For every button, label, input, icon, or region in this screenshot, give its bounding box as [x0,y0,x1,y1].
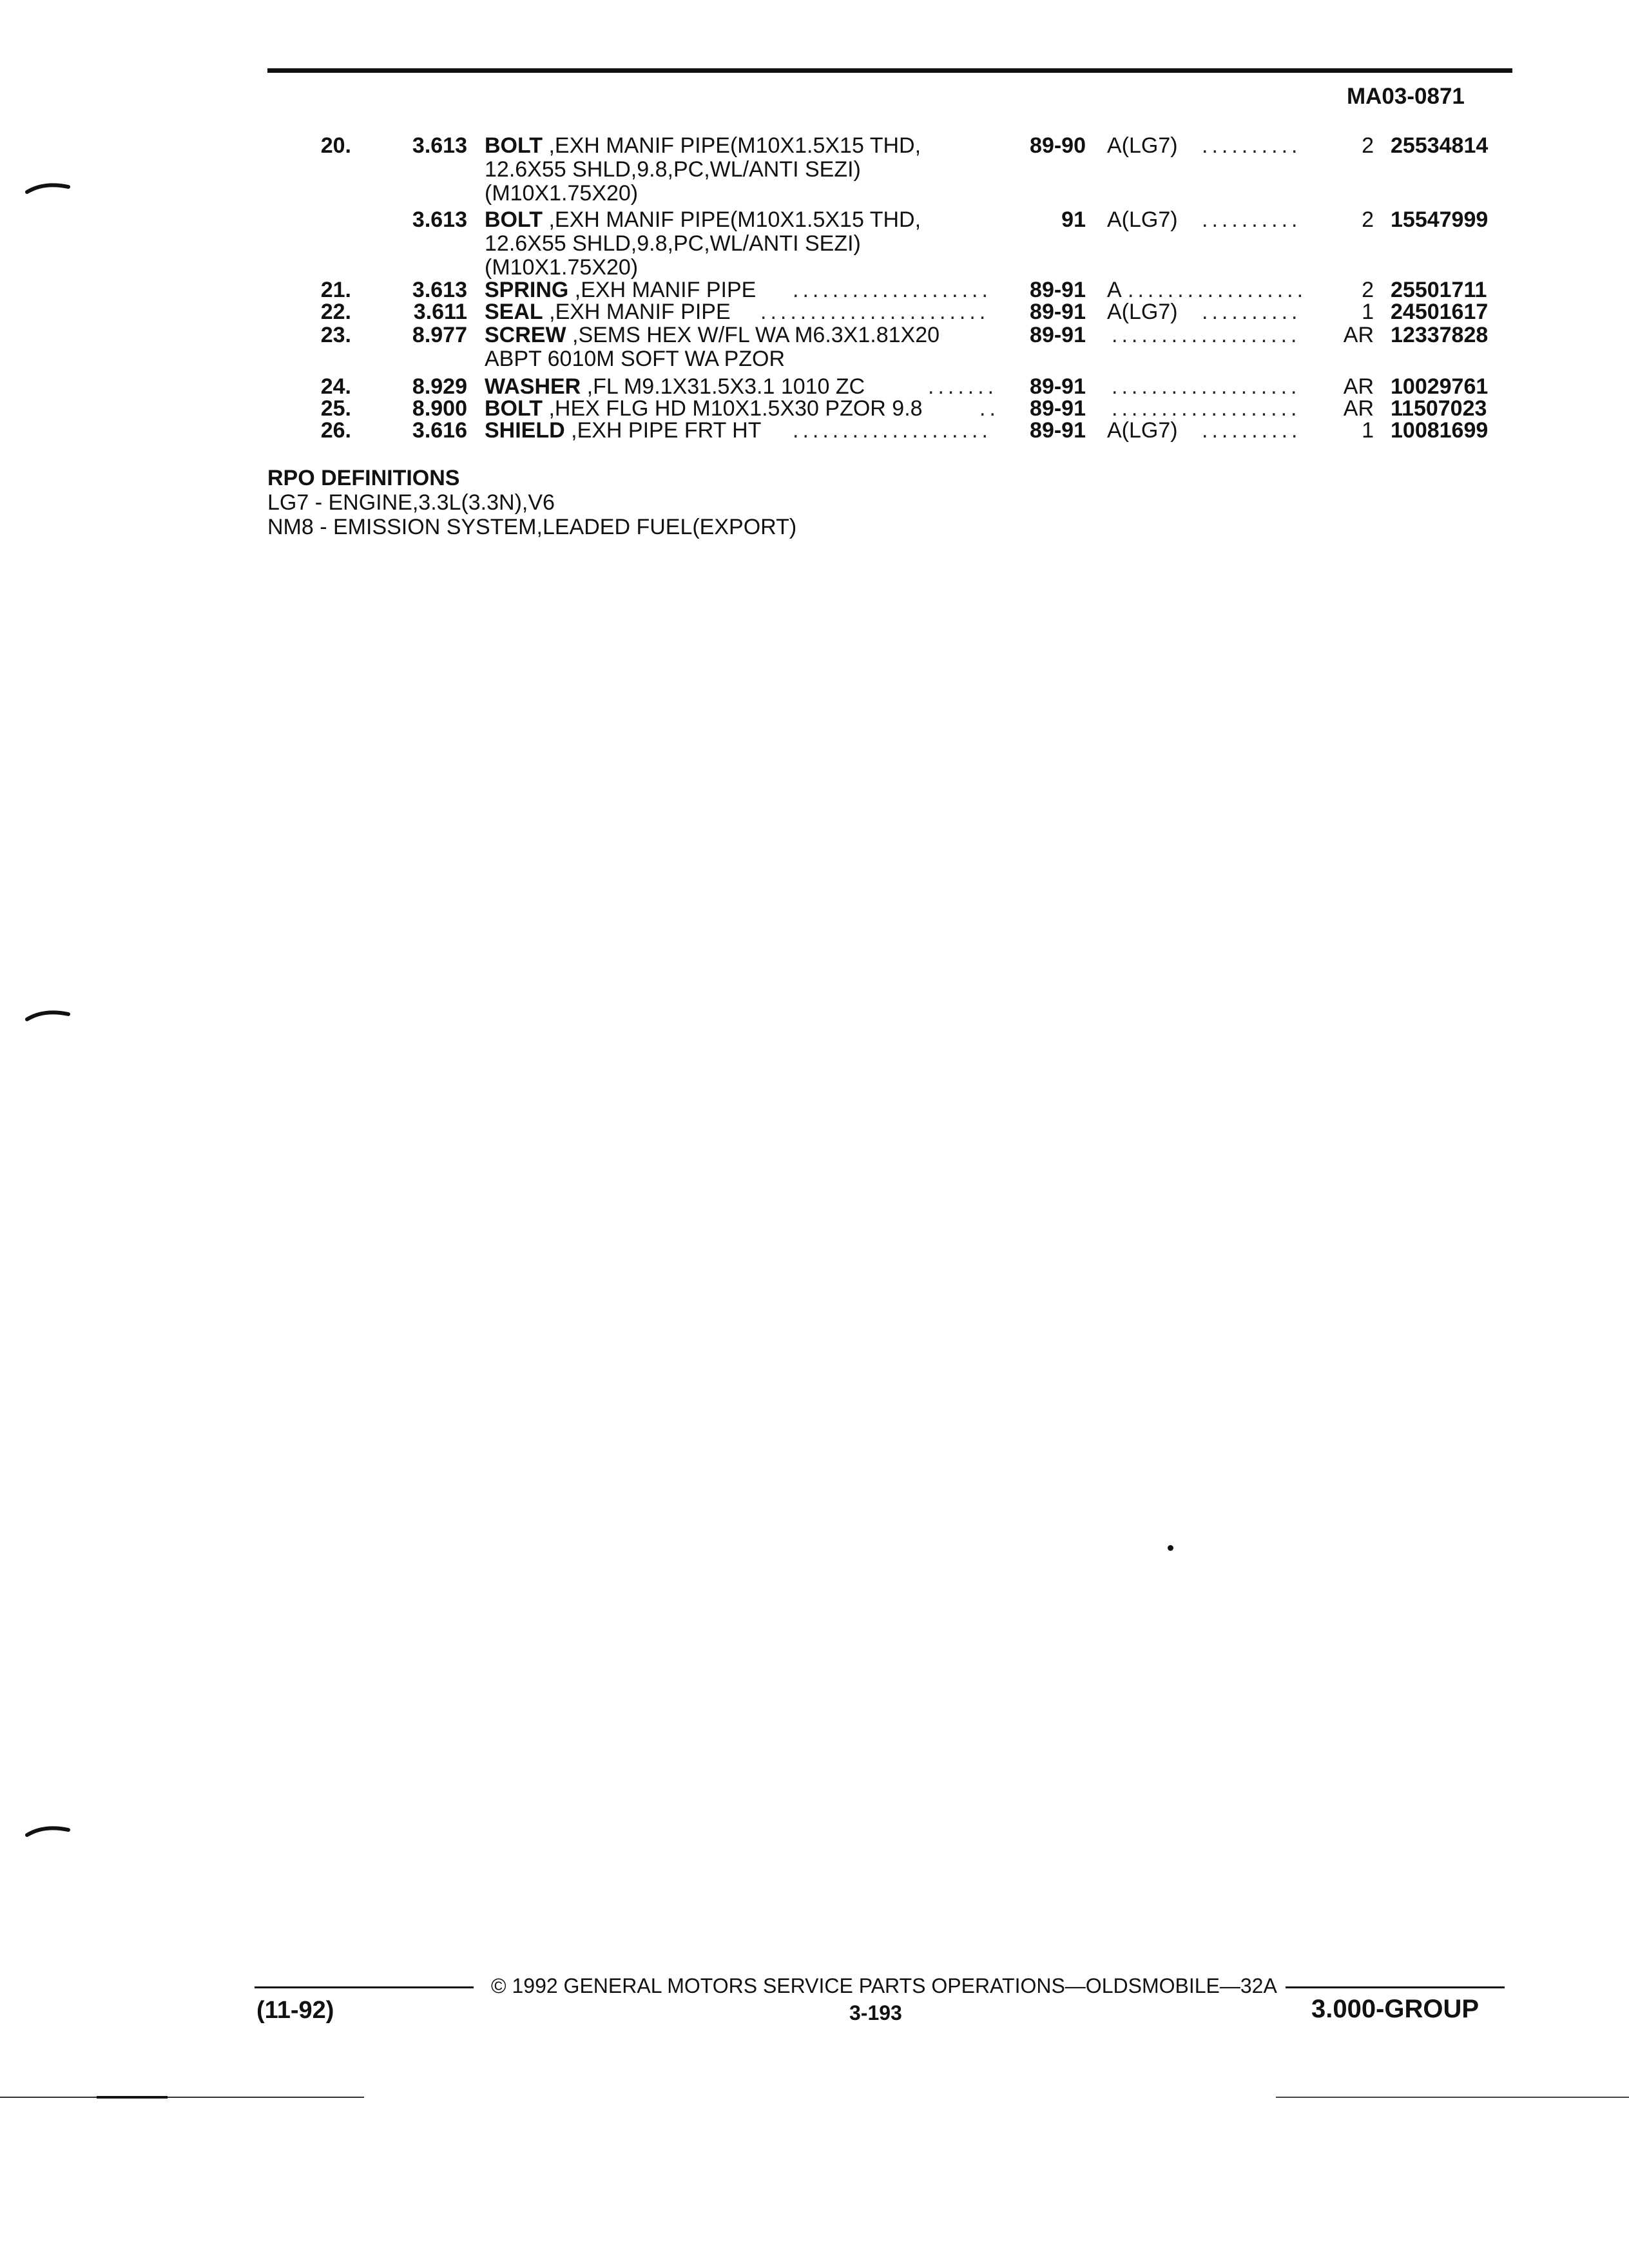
part-number: 24501617 [1391,300,1489,324]
part-description [485,134,921,157]
model-years: 89-90 [1030,133,1086,158]
part-description [485,300,731,323]
leader-dots: ................... [1112,323,1301,347]
part-name: BOLT [485,207,543,232]
part-name: WASHER [485,374,581,399]
part-name: BOLT [485,133,543,158]
quantity: 1 [1362,300,1374,324]
part-name: BOLT [485,396,543,421]
part-description [485,375,865,398]
quantity: AR [1343,323,1374,347]
footer-page-number: 3-193 [849,2001,902,2024]
punch-mark-icon [24,1821,76,1840]
top-rule [267,68,1512,73]
part-detail: ,FL M9.1X31.5X3.1 1010 ZC [581,374,865,399]
leader-dots: .......... [1202,207,1302,232]
usage-code: A(LG7) [1107,133,1178,158]
part-description [485,278,756,302]
leader-dots: .................... [793,418,992,443]
part-name: SCREW [485,323,566,347]
model-years: 91 [1061,207,1086,232]
leader-dots: ....... [928,374,998,399]
usage-code: A(LG7) [1107,300,1178,324]
footer-rule-right [1286,1986,1505,1988]
footer-rule-left [255,1986,474,1988]
part-description-continued: (M10X1.75X20) [485,181,639,206]
model-years: 89-91 [1030,323,1086,347]
quantity: 2 [1362,278,1374,302]
usage-code: A(LG7) [1107,418,1178,443]
rpo-line: NM8 - EMISSION SYSTEM,LEADED FUEL(EXPORT) [267,515,797,539]
bottom-right-rule [1276,2097,1629,2098]
leader-dots: .......... [1202,133,1302,158]
model-years: 89-91 [1030,278,1086,302]
section-number: 3.613 [412,278,467,302]
part-detail: ,EXH PIPE FRT HT [564,418,762,443]
footer-copyright: © 1992 GENERAL MOTORS SERVICE PARTS OPERATIONS—OLDSMOBILE—32A [491,1974,1277,1997]
bottom-left-rule [0,2097,364,2098]
part-detail: ,EXH MANIF PIPE(M10X1.5X15 THD, [543,133,921,158]
part-description [485,208,921,231]
leader-dots: ....................... [760,300,990,324]
part-detail: ,EXH MANIF PIPE(M10X1.5X15 THD, [543,207,921,232]
part-name: SHIELD [485,418,565,443]
leader-dots: .......... [1202,300,1302,324]
part-name: SPRING [485,278,569,302]
section-number: 3.611 [413,300,467,324]
punch-mark-icon [24,178,76,197]
part-number: 25534814 [1391,133,1489,158]
part-description-continued: (M10X1.75X20) [485,255,639,280]
item-number: 26. [320,418,351,443]
rpo-title: RPO DEFINITIONS [267,466,460,490]
section-number: 8.900 [412,396,467,421]
leader-dots: .. [979,396,999,421]
footer-date: (11-92) [256,1997,334,2024]
quantity: 1 [1362,418,1374,443]
leader-dots: ................... [1112,396,1301,421]
part-number: 11507023 [1391,396,1487,421]
part-description-continued: 12.6X55 SHLD,9.8,PC,WL/ANTI SEZI) [485,231,861,256]
part-number: 10029761 [1391,374,1489,399]
part-number: 15547999 [1391,207,1489,232]
model-years: 89-91 [1030,396,1086,421]
section-number: 3.613 [412,133,467,158]
part-detail: ,EXH MANIF PIPE [543,300,731,324]
quantity: AR [1343,396,1374,421]
part-description [485,397,923,420]
item-number: 25. [320,396,351,421]
usage-code: A [1107,278,1122,302]
part-number: 10081699 [1391,418,1489,443]
speck-mark [1168,1545,1173,1551]
part-name: SEAL [485,300,543,324]
part-description-continued: 12.6X55 SHLD,9.8,PC,WL/ANTI SEZI) [485,157,861,182]
bottom-left-rule-thick [97,2096,168,2099]
section-number: 8.929 [412,374,467,399]
leader-dots: .................. [1128,278,1307,302]
leader-dots: .......... [1202,418,1302,443]
quantity: AR [1343,374,1374,399]
page-code: MA03-0871 [1347,84,1465,109]
punch-mark-icon [24,1005,76,1024]
leader-dots: ................... [1112,374,1301,399]
part-description [485,323,940,347]
part-number: 25501711 [1391,278,1487,302]
quantity: 2 [1362,133,1374,158]
model-years: 89-91 [1030,418,1086,443]
item-number: 20. [320,133,351,158]
leader-dots: .................... [793,278,992,302]
rpo-line: LG7 - ENGINE,3.3L(3.3N),V6 [267,490,555,515]
usage-code: A(LG7) [1107,207,1178,232]
part-description-continued: ABPT 6010M SOFT WA PZOR [485,347,786,371]
footer-group: 3.000-GROUP [1311,1995,1480,2023]
section-number: 3.616 [412,418,467,443]
quantity: 2 [1362,207,1374,232]
part-detail: ,HEX FLG HD M10X1.5X30 PZOR 9.8 [543,396,923,421]
item-number: 22. [320,300,351,324]
section-number: 8.977 [412,323,467,347]
model-years: 89-91 [1030,374,1086,399]
part-detail: ,SEMS HEX W/FL WA M6.3X1.81X20 [566,323,940,347]
item-number: 24. [320,374,351,399]
part-number: 12337828 [1391,323,1489,347]
item-number: 21. [320,278,351,302]
item-number: 23. [320,323,351,347]
part-detail: ,EXH MANIF PIPE [568,278,757,302]
part-description [485,419,762,442]
model-years: 89-91 [1030,300,1086,324]
section-number: 3.613 [412,207,467,232]
